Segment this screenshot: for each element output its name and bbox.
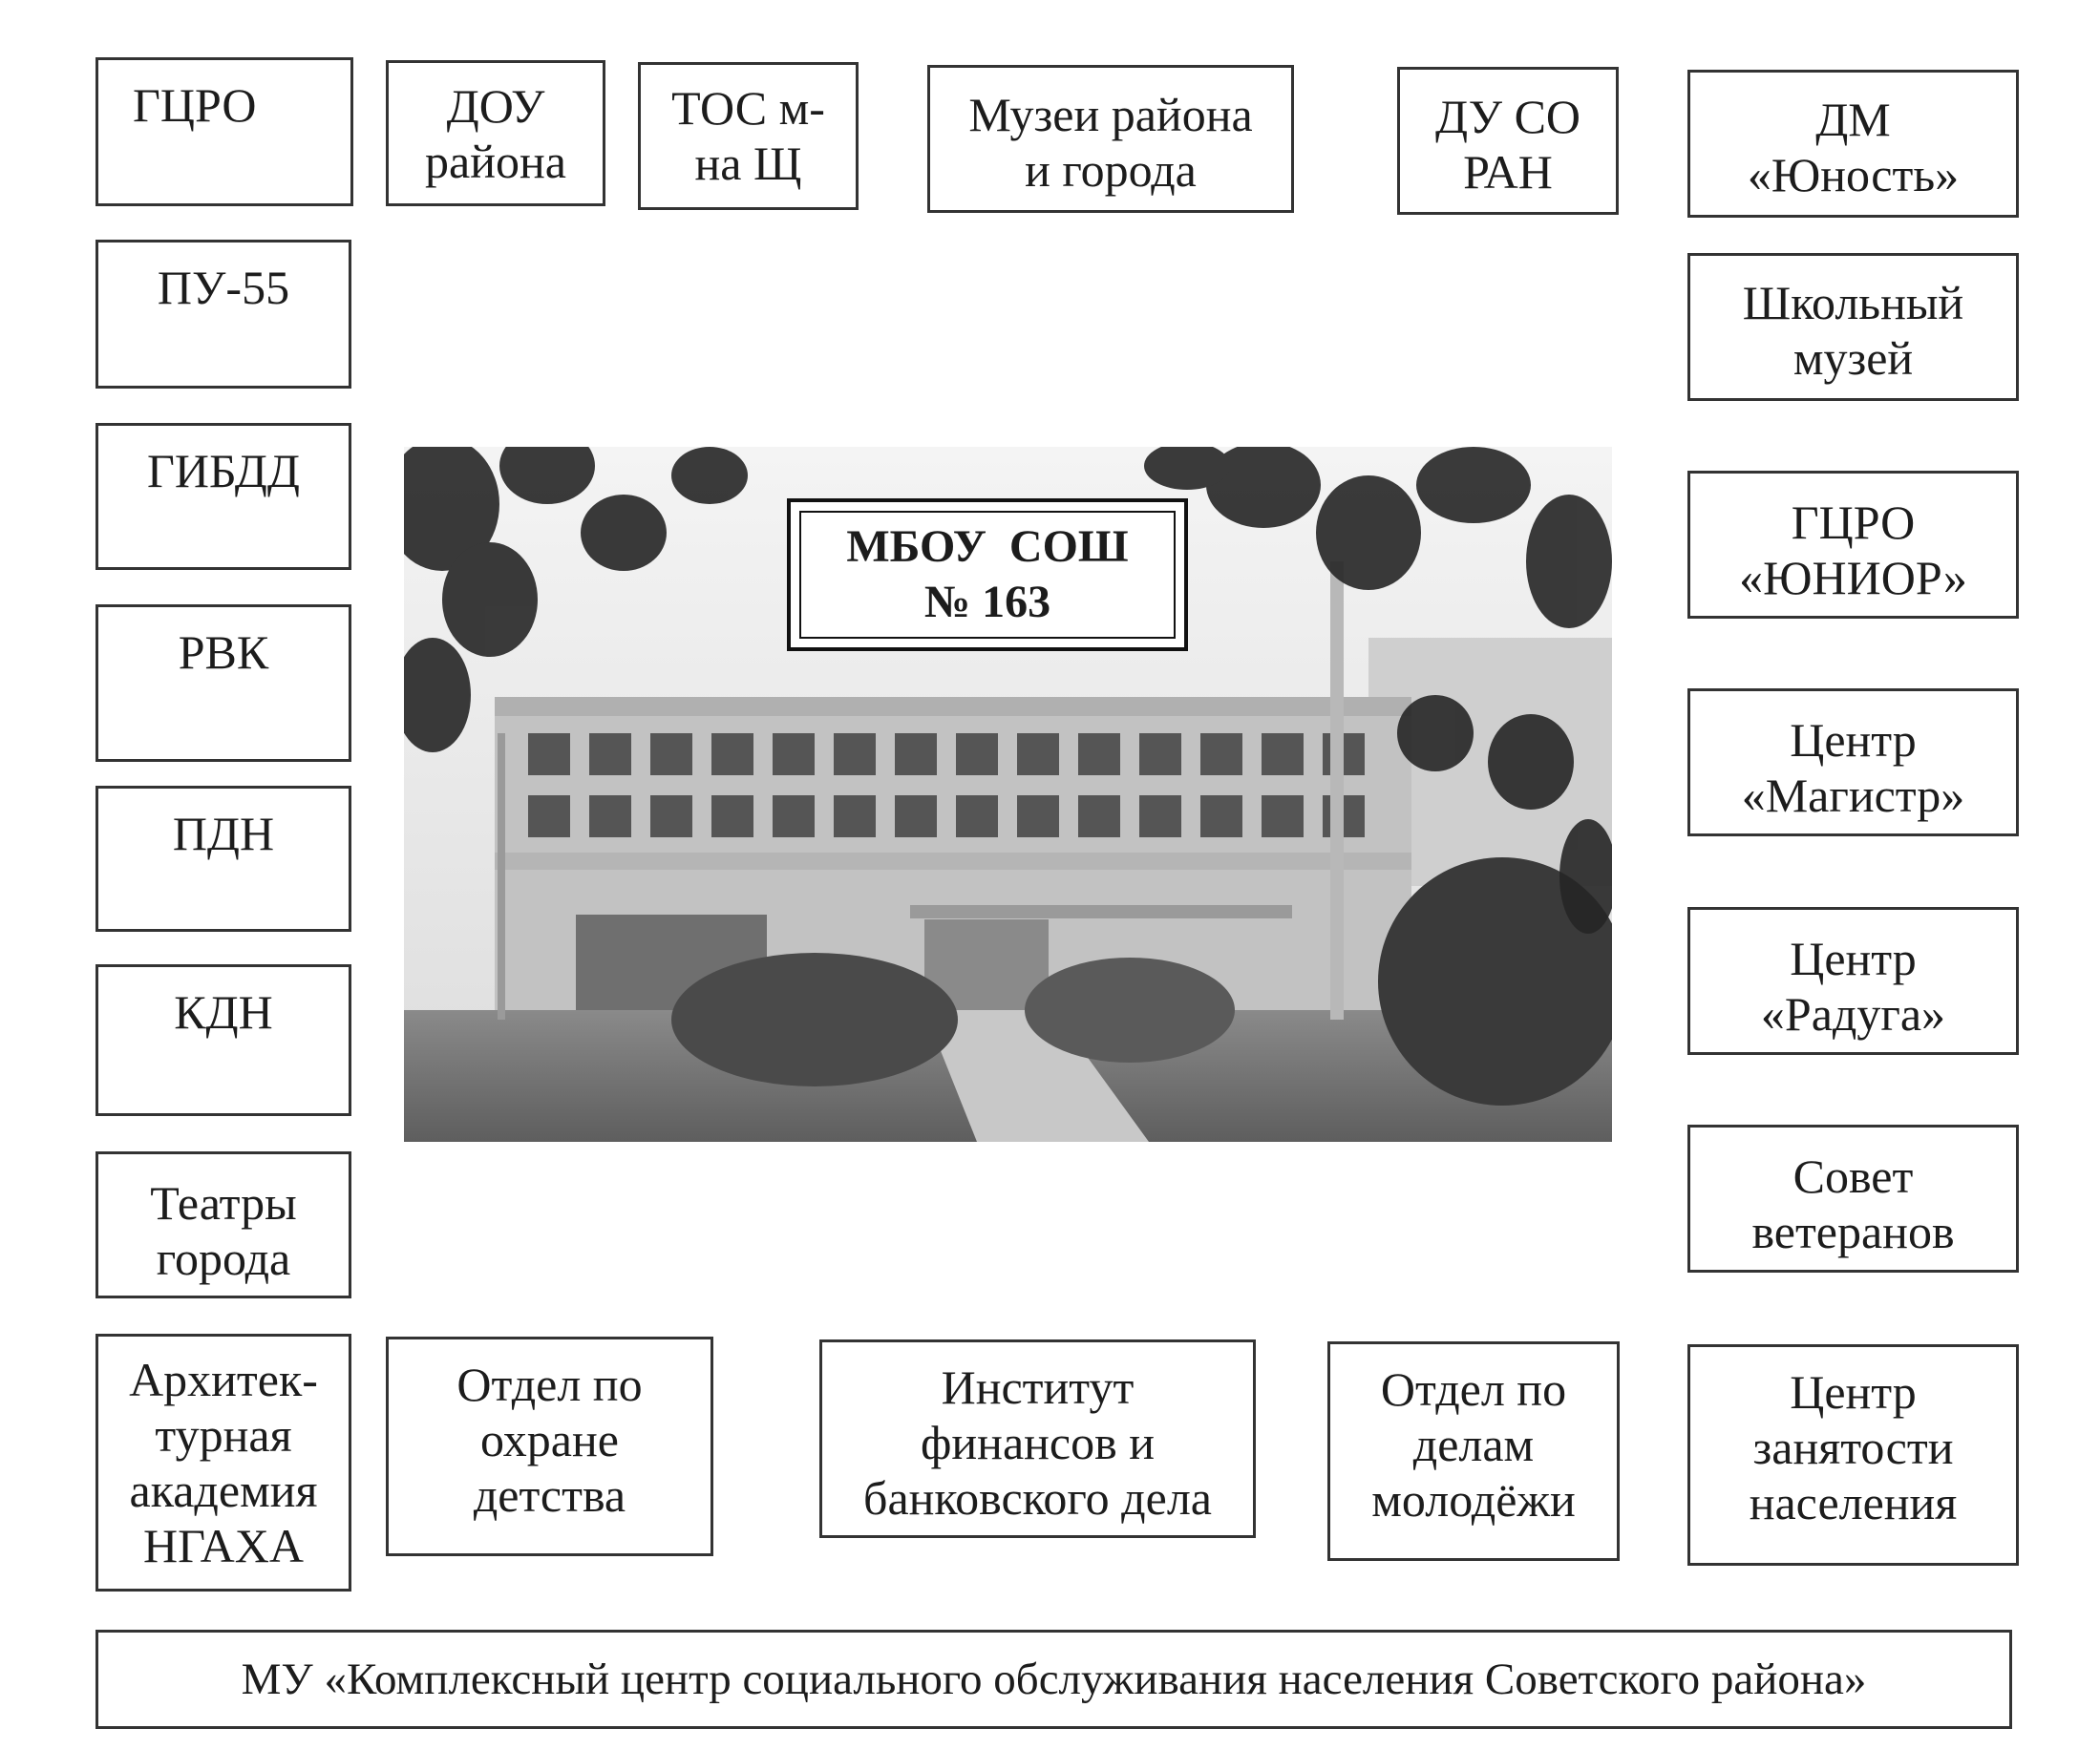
- building-window: [773, 795, 815, 837]
- building-window: [834, 795, 876, 837]
- building-window: [1262, 795, 1304, 837]
- building-window: [1262, 733, 1304, 775]
- building-window: [895, 733, 937, 775]
- partner-label: ДОУ района: [425, 79, 566, 188]
- partner-box-gibdd: [95, 423, 351, 570]
- partner-label: Центр «Радуга»: [1760, 932, 1946, 1041]
- building-window: [528, 733, 570, 775]
- partner-label: КДН: [174, 985, 273, 1039]
- partner-label: ТОС м- на Щ: [671, 81, 825, 190]
- partner-label: Центр «Магистр»: [1741, 713, 1965, 822]
- building-window: [650, 795, 692, 837]
- partner-box-tos: [638, 62, 859, 210]
- footer-box-social-center: [95, 1630, 2012, 1729]
- partner-box-magistr: [1687, 688, 2019, 836]
- partner-box-child-protection: [386, 1337, 713, 1556]
- building-window: [711, 733, 753, 775]
- partner-label: РВК: [178, 625, 269, 679]
- partner-box-pdn: [95, 786, 351, 932]
- partner-label: Театры города: [150, 1176, 297, 1285]
- building-window: [1200, 733, 1242, 775]
- partner-box-gcro-junior: [1687, 471, 2019, 619]
- building-window: [956, 733, 998, 775]
- partner-box-du-so-ran: [1397, 67, 1619, 215]
- partner-box-museums: [927, 65, 1294, 213]
- school-title-box: [787, 498, 1188, 651]
- partner-box-employment: [1687, 1344, 2019, 1566]
- partner-label: Институт финансов и банковского дела: [863, 1360, 1212, 1525]
- partner-label: ГЦРО: [133, 78, 257, 132]
- building-window: [650, 733, 692, 775]
- partner-box-ngaha: [95, 1334, 351, 1592]
- partner-label: Центр занятости населения: [1749, 1365, 1958, 1529]
- building-window: [1078, 733, 1120, 775]
- building-window: [711, 795, 753, 837]
- partner-box-finance-institute: [819, 1339, 1256, 1538]
- partner-box-dou: [386, 60, 605, 206]
- partner-label: Архитек- турная академия НГАХА: [129, 1353, 318, 1572]
- building-window: [895, 795, 937, 837]
- building-window: [1200, 795, 1242, 837]
- partner-box-veterans: [1687, 1125, 2019, 1273]
- building-window: [528, 795, 570, 837]
- building-window: [1139, 733, 1181, 775]
- school-title-line1: МБОУ СОШ: [846, 521, 1129, 572]
- building-window: [589, 733, 631, 775]
- partner-box-theatres: [95, 1151, 351, 1298]
- partner-label: Музеи района и города: [968, 88, 1253, 197]
- partner-label: Отдел по делам молодёжи: [1371, 1362, 1576, 1527]
- partner-box-rvk: [95, 604, 351, 762]
- building-window: [773, 733, 815, 775]
- partner-box-youth-dept: [1327, 1341, 1620, 1561]
- partner-label: Отдел по охране детства: [456, 1358, 643, 1522]
- footer-label: МУ «Комплексный центр социального обслуживания населения Советского района»: [241, 1655, 1867, 1704]
- building-window: [1017, 733, 1059, 775]
- partner-label: Школьный музей: [1742, 276, 1964, 385]
- partner-label: ПДН: [172, 807, 275, 860]
- building-window: [589, 795, 631, 837]
- partner-label: ДМ «Юность»: [1747, 93, 1960, 201]
- building-window: [834, 733, 876, 775]
- partner-label: ДУ СО РАН: [1434, 90, 1581, 199]
- building-window: [956, 795, 998, 837]
- partner-label: ГИБДД: [146, 444, 301, 497]
- school-title-line2: № 163: [923, 577, 1051, 627]
- building-window: [1078, 795, 1120, 837]
- partner-label: Совет ветеранов: [1751, 1149, 1955, 1258]
- partner-box-dm-yunost: [1687, 70, 2019, 218]
- partner-box-kdn: [95, 964, 351, 1116]
- partner-label: ПУ-55: [157, 261, 290, 314]
- building-window: [1139, 795, 1181, 837]
- partner-label: ГЦРО «ЮНИОР»: [1739, 495, 1967, 604]
- partner-box-raduga: [1687, 907, 2019, 1055]
- building-window: [1017, 795, 1059, 837]
- partner-box-pu55: [95, 240, 351, 389]
- partner-box-gcro: [95, 57, 353, 206]
- school-title-inner: [799, 511, 1176, 639]
- partner-box-school-museum: [1687, 253, 2019, 401]
